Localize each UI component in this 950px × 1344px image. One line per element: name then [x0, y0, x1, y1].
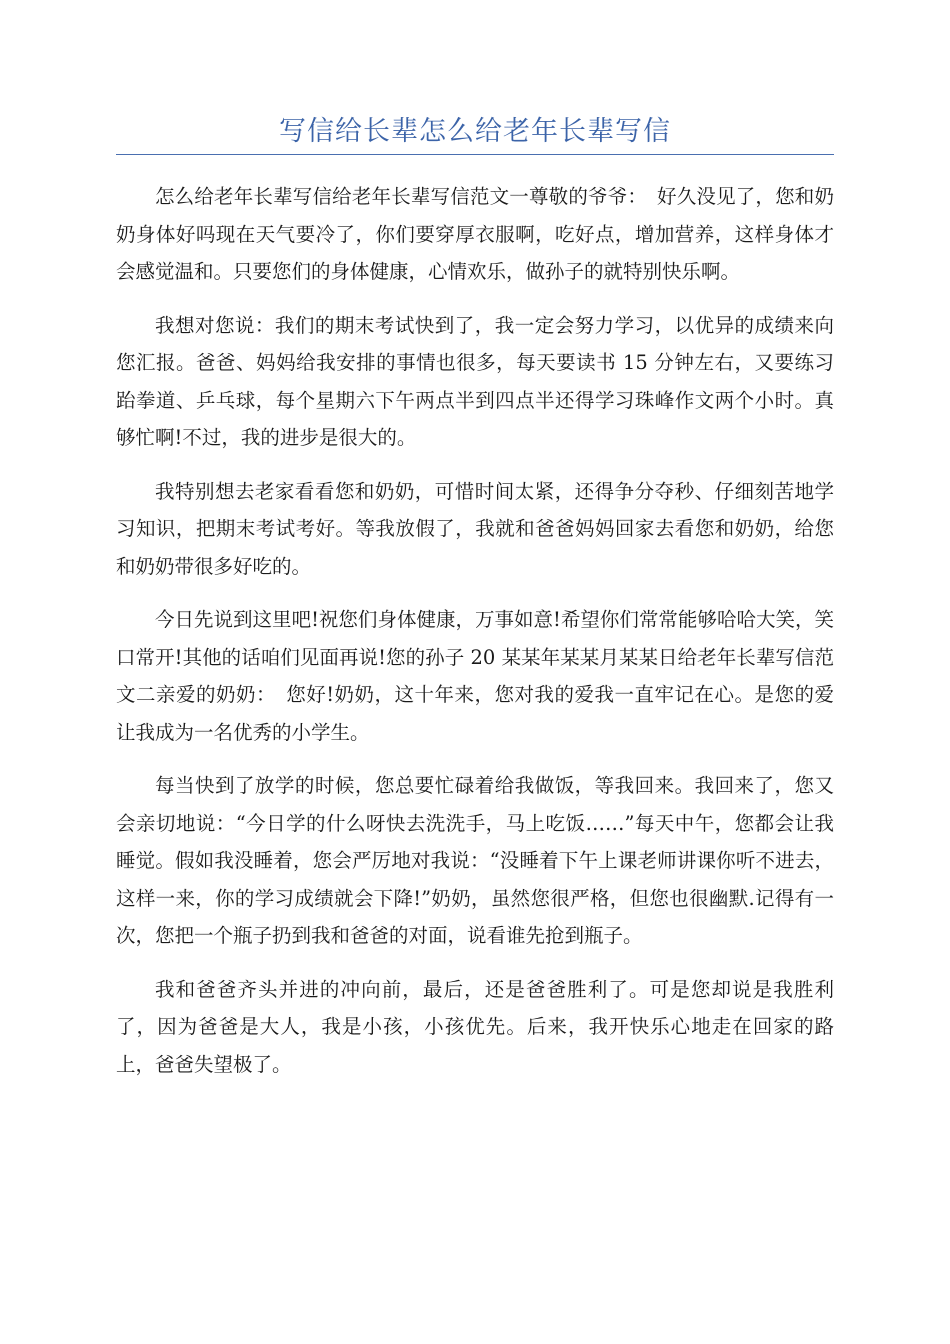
paragraph-4: 今日先说到这里吧!祝您们身体健康，万事如意!希望你们常常能够哈哈大笑，笑口常开!其他的话咱们见面再说!您的孙子 20 某某年某某月某某日给老年长辈写信范文二亲爱的奶奶： 您好!奶奶，这十年来，您对我的爱我一直牢记在心。是您的爱让我成为一名优秀的小学生。	[116, 608, 834, 744]
paragraph-2: 我想对您说：我们的期末考试快到了，我一定会努力学习，以优异的成绩来向您汇报。爸爸、妈妈给我安排的事情也很多，每天要读书 15 分钟左右，又要练习跆拳道、乒乓球，每个星期六下午两点半到四点半还得学习珠峰作文两个小时。真够忙啊!不过，我的进步是很大的。	[116, 313, 834, 449]
paragraph-6: 我和爸爸齐头并进的冲向前，最后，还是爸爸胜利了。可是您却说是我胜利了，因为爸爸是大人，我是小孩，小孩优先。后来，我开快乐心地走在回家的路上，爸爸失望极了。	[116, 977, 834, 1076]
title-underline	[116, 154, 834, 155]
document-body	[116, 178, 834, 1099]
document-title: 写信给长辈怎么给老年长辈写信	[279, 116, 671, 147]
paragraph-5: 每当快到了放学的时候，您总要忙碌着给我做饭，等我回来。我回来了，您又会亲切地说：“今日学的什么呀快去洗洗手，马上吃饭……”每天中午，您都会让我睡觉。假如我没睡着，您会严厉地对我说：“没睡着下午上课老师讲课你听不进去，这样一来，你的学习成绩就会下降!”奶奶，虽然您很严格，但您也很幽默.记得有一次，您把一个瓶子扔到我和爸爸的对面，说看谁先抢到瓶子。	[116, 774, 834, 947]
paragraph-3: 我特别想去老家看看您和奶奶，可惜时间太紧，还得争分夺秒、仔细刻苦地学习知识，把期末考试考好。等我放假了，我就和爸爸妈妈回家去看您和奶奶，给您和奶奶带很多好吃的。	[116, 479, 834, 578]
paragraph-1: 怎么给老年长辈写信给老年长辈写信范文一尊敬的爷爷： 好久没见了，您和奶奶身体好吗现在天气要冷了，你们要穿厚衣服啊，吃好点，增加营养，这样身体才会感觉温和。只要您们的身体健康，心情欢乐，做孙子的就特别快乐啊。	[116, 185, 834, 283]
